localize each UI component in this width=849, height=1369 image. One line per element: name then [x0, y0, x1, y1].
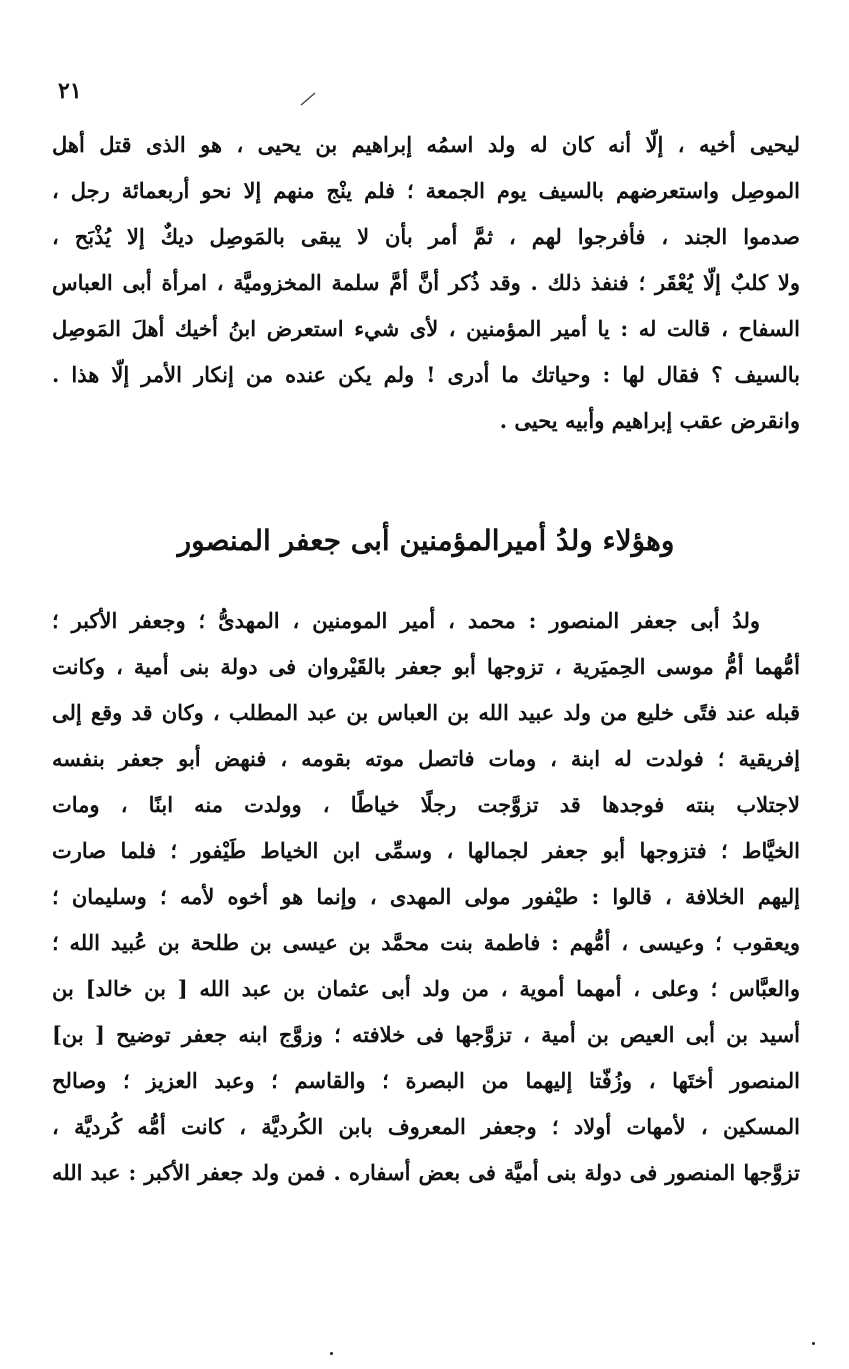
paragraph-2 [52, 598, 800, 1196]
paragraph-2-line: أمُّهما أمُّ موسى الحِميَرية ، تزوجها أبو جعفر بالقَيْروان فى دولة بنى أمية ، وكانت [52, 654, 800, 679]
paragraph-1-line: صدموا الجند ، فأفرجوا لهم ، ثمَّ أمر بأن لا يبقى بالمَوصِل ديكٌ إلا يُذْبَح ، [52, 224, 800, 249]
paragraph-2-line: المسكين ، لأمهات أولاد ؛ وجعفر المعروف بابن الكُرديَّة ، كانت أمُّه كُرديَّة ، [52, 1114, 800, 1139]
paragraph-1-line: بالسيف ؟ فقال لها : وحياتك ما أدرى ! ولم يكن عنده من إنكار الأمر إلّا هذا . [52, 362, 800, 387]
scan-speck [330, 1352, 333, 1355]
paragraph-2-line: الخيَّاط ؛ فتزوجها أبو جعفر لجمالها ، وسمِّى ابن الخياط طَيْفور ؛ فلما صارت [52, 838, 800, 863]
paragraph-1-line: وانقرض عقب إبراهيم وأبيه يحيى . [499, 408, 800, 433]
paragraph-2-line: إليهم الخلافة ، قالوا : طيْفور مولى المهدى ، وإنما هو أخوه لأمه ؛ وسليمان ؛ [52, 884, 800, 909]
paragraph-1-line: السفاح ، قالت له : يا أمير المؤمنين ، لأى شيء استعرض ابنُ أخيك أهلَ المَوصِل [52, 316, 800, 341]
paragraph-2-line: والعبَّاس ؛ وعلى ، أمهما أموية ، من ولد أبى عثمان بن عبد الله [ بن خالد] بن [52, 976, 800, 1001]
paragraph-2-line: تزوَّجها المنصور فى دولة بنى أميَّة فى بعض أسفاره . فمن ولد جعفر الأكبر : عبد الله [52, 1160, 800, 1185]
paragraph-2-line: ويعقوب ؛ وعيسى ، أمُّهم : فاطمة بنت محمَّد بن عيسى بن طلحة بن عُبيد الله ؛ [52, 930, 800, 955]
page-number: ٢١ [58, 78, 82, 104]
paragraph-2-line: إفريقية ؛ فولدت له ابنة ، ومات فاتصل موته بقومه ، فنهض أبو جعفر بنفسه [52, 746, 800, 771]
pen-mark-icon [300, 92, 316, 106]
paragraph-2-line: لاجتلاب بنته فوجدها قد تزوَّجت رجلًا خياطًا ، وولدت منه ابنًا ، ومات [52, 792, 800, 817]
section-title: وهؤلاء ولدُ أميرالمؤمنين أبى جعفر المنصور [177, 524, 675, 557]
paragraph-2-line: قبله عند فتًى خليع من ولد عبيد الله بن العباس بن عبد المطلب ، وكان قد وقع إلى [52, 700, 800, 725]
paragraph-1 [52, 122, 800, 444]
paragraph-2-line: أسيد بن أبى العيص بن أمية ، تزوَّجها فى خلافته ؛ وزوَّج ابنه جعفر توضيح [ بن] [52, 1022, 800, 1047]
paragraph-1-line: ليحيى أخيه ، إلّا أنه كان له ولد اسمُه إبراهيم بن يحيى ، هو الذى قتل أهل [52, 132, 800, 157]
paragraph-2-line: المنصور أختَها ، وزُفّتا إليهما من البصرة ؛ والقاسم ؛ وعبد العزيز ؛ وصالح [52, 1068, 800, 1093]
scan-speck [812, 1342, 815, 1345]
paragraph-2-line: ولدُ أبى جعفر المنصور : محمد ، أمير المومنين ، المهدىُّ ؛ وجعفر الأكبر ؛ [52, 608, 760, 633]
paragraph-1-line: ولا كلبٌ إلّا يُعْقَر ؛ فنفذ ذلك . وقد ذُكر أنَّ أمَّ سلمة المخزوميَّة ، امرأة أبى العباس [52, 270, 800, 295]
paragraph-1-line: الموصِل واستعرضهم بالسيف يوم الجمعة ؛ فلم ينْج منهم إلا نحو أربعمائة رجل ، [52, 178, 800, 203]
